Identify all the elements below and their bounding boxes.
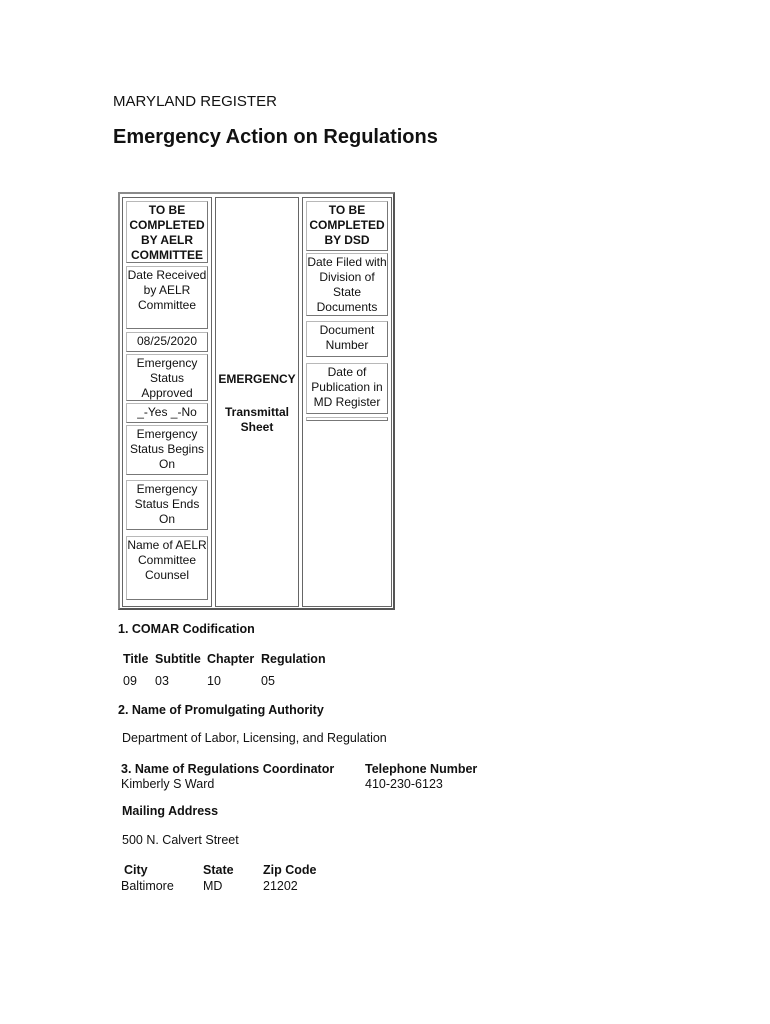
telephone-value: 410-230-6123 xyxy=(365,777,443,791)
authority-heading: 2. Name of Promulgating Authority xyxy=(118,703,324,717)
city-header: City xyxy=(124,863,148,877)
comar-title-value: 09 xyxy=(123,674,137,688)
committee-counsel-label: Name of AELR Committee Counsel xyxy=(126,536,208,600)
emergency-column xyxy=(215,197,299,607)
comar-title-header: Title xyxy=(123,652,149,666)
zip-value: 21202 xyxy=(263,879,298,893)
page-title: Emergency Action on Regulations xyxy=(113,126,438,148)
mailing-heading: Mailing Address xyxy=(122,804,219,818)
comar-regulation-value: 05 xyxy=(261,674,275,688)
status-begins-label: Emergency Status Begins On xyxy=(126,425,208,475)
document-number-label: Document Number xyxy=(306,321,388,357)
dsd-heading: TO BE COMPLETED BY DSD xyxy=(306,201,388,251)
coordinator-name: Kimberly S Ward xyxy=(121,777,215,791)
publication-name: MARYLAND REGISTER xyxy=(113,93,277,110)
comar-regulation-header: Regulation xyxy=(261,652,326,666)
city-value: Baltimore xyxy=(121,879,174,893)
date-received-value: 08/25/2020 xyxy=(126,332,208,352)
state-value: MD xyxy=(203,879,223,893)
comar-subtitle-header: Subtitle xyxy=(155,652,201,666)
comar-chapter-header: Chapter xyxy=(207,652,255,666)
zip-header: Zip Code xyxy=(263,863,317,877)
comar-heading: 1. COMAR Codification xyxy=(118,622,255,636)
comar-chapter-value: 10 xyxy=(207,674,221,688)
yes-no-field: _-Yes _-No xyxy=(126,403,208,423)
emergency-status-label: Emergency Status Approved xyxy=(126,354,208,401)
aelr-heading: TO BE COMPLETED BY AELR COMMITTEE xyxy=(126,201,208,263)
blank-cell xyxy=(306,417,388,421)
telephone-heading: Telephone Number xyxy=(365,762,478,776)
street-value: 500 N. Calvert Street xyxy=(122,833,239,847)
coordinator-heading: 3. Name of Regulations Coordinator xyxy=(121,762,335,776)
publication-date-label: Date of Publication in MD Register xyxy=(306,363,388,414)
state-header: State xyxy=(203,863,234,877)
emergency-label: EMERGENCY xyxy=(218,372,296,386)
authority-value: Department of Labor, Licensing, and Regulation xyxy=(122,731,387,745)
aelr-column xyxy=(122,197,212,607)
status-ends-label: Emergency Status Ends On xyxy=(126,480,208,530)
dsd-column xyxy=(302,197,392,607)
date-received-label: Date Received by AELR Committee xyxy=(126,266,208,329)
comar-subtitle-value: 03 xyxy=(155,674,169,688)
transmittal-sheet-label: Transmittal Sheet xyxy=(224,405,290,434)
date-filed-label: Date Filed with Division of State Documents xyxy=(307,255,387,314)
